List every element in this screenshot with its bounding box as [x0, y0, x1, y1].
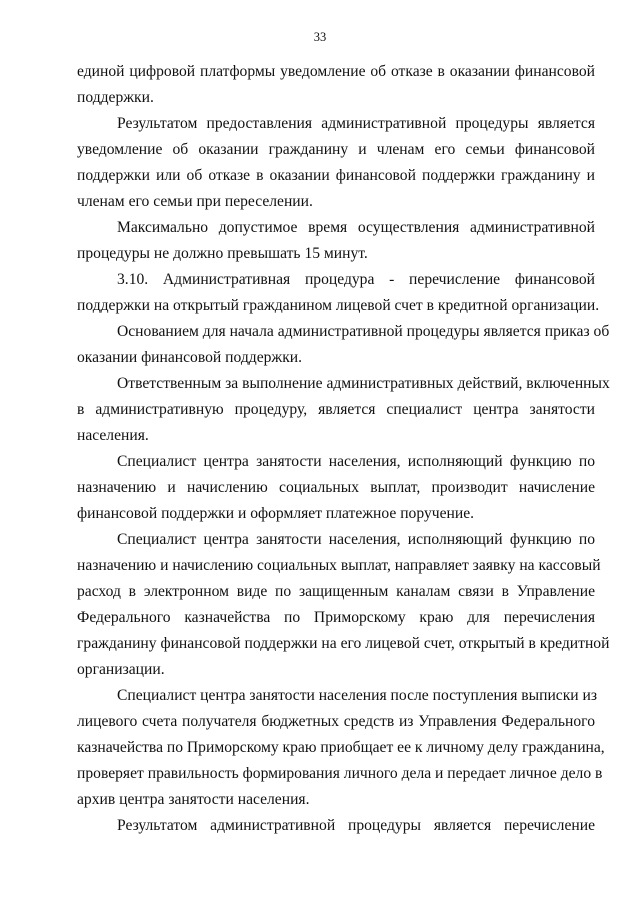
text-line: Результатом административной процедуры является перечисление: [117, 817, 595, 834]
text-line: назначению и начислению социальных выплат, производит начисление: [77, 479, 595, 496]
text-line: уведомление об оказании гражданину и членам его семьи финансовой: [77, 141, 595, 158]
text-line: проверяет правильность формирования личного дела и передает личное дело в: [77, 765, 603, 782]
text-line: казначейства по Приморскому краю приобщает ее к личному делу гражданина,: [77, 739, 605, 756]
text-line: назначению и начислению социальных выплат, направляет заявку на кассовый: [77, 557, 601, 574]
text-line: членам его семьи при переселении.: [77, 193, 313, 210]
text-line: поддержки.: [77, 89, 154, 106]
text-line: оказании финансовой поддержки.: [77, 349, 303, 366]
text-line: поддержки или об отказе в оказании финансовой поддержки гражданину и: [77, 167, 595, 184]
text-line: архив центра занятости населения.: [77, 791, 310, 808]
text-line: Результатом предоставления административной процедуры является: [117, 115, 595, 132]
text-line: Специалист центра занятости населения, исполняющий функцию по: [117, 453, 595, 470]
text-line: единой цифровой платформы уведомление об отказе в оказании финансовой: [77, 63, 595, 80]
text-line: Федерального казначейства по Приморскому краю для перечисления: [77, 609, 595, 626]
text-line: расход в электронном виде по защищенным каналам связи в Управление: [77, 583, 595, 600]
text-line: Основанием для начала административной процедуры является приказ об: [117, 323, 610, 340]
text-line: Специалист центра занятости населения после поступления выписки из: [117, 687, 598, 704]
text-line: Ответственным за выполнение административных действий, включенных: [117, 375, 610, 392]
text-line: организации.: [77, 661, 165, 678]
text-line: поддержки на открытый гражданином лицевой счет в кредитной организации.: [77, 297, 600, 314]
text-line: Максимально допустимое время осуществления административной: [117, 219, 595, 236]
text-line: в административную процедуру, является специалист центра занятости: [77, 401, 595, 418]
text-line: лицевого счета получателя бюджетных средств из Управления Федерального: [77, 713, 595, 730]
text-line: процедуры не должно превышать 15 минут.: [77, 245, 368, 262]
text-line: населения.: [77, 427, 149, 444]
page-number: 33: [313, 30, 327, 44]
text-line: Специалист центра занятости населения, исполняющий функцию по: [117, 531, 595, 548]
text-line: гражданину финансовой поддержки на его лицевой счет, открытый в кредитной: [77, 635, 610, 652]
text-line: 3.10. Административная процедура - перечисление финансовой: [117, 271, 595, 288]
text-line: финансовой поддержки и оформляет платежное поручение.: [77, 505, 475, 522]
